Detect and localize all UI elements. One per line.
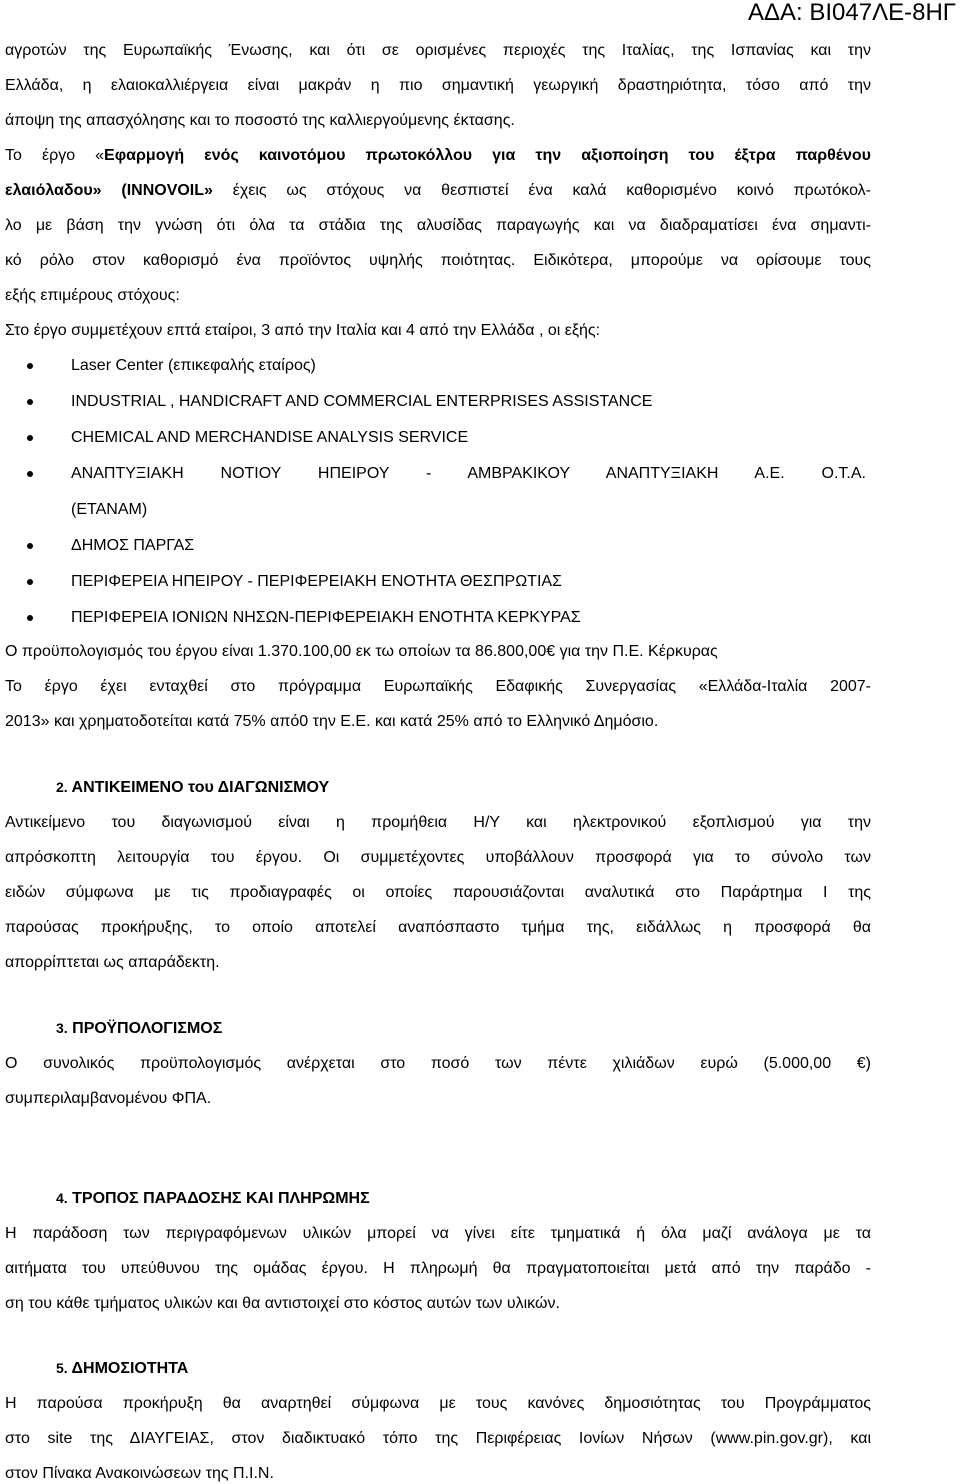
section-publicity bbox=[5, 1358, 871, 1484]
intro-paragraph bbox=[5, 41, 871, 131]
section-line: ειδών σύμφωνα με τις προδιαγραφές οι οποίες παρουσιάζονται αναλυτικά στο Παράρτημα Ι της bbox=[5, 884, 871, 901]
section-title: ΔΗΜΟΣΙΟΤΗΤΑ bbox=[71, 1360, 189, 1377]
partner-name: ΔΗΜΟΣ ΠΑΡΓΑΣ bbox=[71, 537, 195, 554]
project-line: λο με βάση την γνώση ότι όλα τα στάδια της αλυσίδας παραγωγής και να διαδραματίσει ένα σημαντι- bbox=[5, 217, 871, 234]
partner-name: ΠΕΡΙΦΕΡΕΙΑ ΗΠΕΙΡΟΥ - ΠΕΡΙΦΕΡΕΙΑΚΗ ΕΝΟΤΗΤΑ ΘΕΣΠΡΩΤΙΑΣ bbox=[71, 573, 562, 590]
bullet-icon bbox=[27, 435, 33, 441]
section-line: απρόσκοπτη λειτουργία του έργου. Οι συμμετέχοντες υποβάλλουν προσφορά για το σύνολο των bbox=[5, 849, 871, 866]
budget-line: 2013» και χρηματοδοτείται κατά 75% από0 την Ε.Ε. και κατά 25% από το Ελληνικό Δημόσιο. bbox=[5, 713, 659, 730]
budget-line: Το έργο έχει ενταχθεί στο πρόγραμμα Ευρωπαϊκής Εδαφικής Συνεργασίας «Ελλάδα-Ιταλία 2007- bbox=[5, 678, 871, 695]
section-heading bbox=[5, 777, 871, 798]
partner-name-cont: (ΕΤΑΝΑΜ) bbox=[71, 501, 148, 518]
section-delivery bbox=[5, 1188, 871, 1314]
section-line: αιτήματα του υπεύθυνου της ομάδας έργου. Η πληρωμή θα πραγματοποιείται μετά από την παράδο - bbox=[5, 1260, 871, 1277]
project-line bbox=[5, 146, 871, 166]
section-line: Η παράδοση των περιγραφόμενων υλικών μπορεί να γίνει είτε τμηματικά ή όλα μαζί ανάλογα με τα bbox=[5, 1225, 871, 1242]
section-number: 5. bbox=[56, 1360, 68, 1376]
bullet-icon bbox=[27, 615, 33, 621]
project-title: Εφαρμογή ενός καινοτόμου πρωτοκόλλου για την αξιοποίηση του έξτρα παρθένου bbox=[104, 147, 871, 164]
project-line bbox=[5, 181, 871, 201]
section-budget bbox=[5, 1018, 871, 1109]
intro-line: άποψη της απασχόλησης και το ποσοστό της καλλιεργούμενης έκτασης. bbox=[5, 112, 515, 129]
document-body bbox=[5, 38, 871, 1484]
project-goal-text: έχεις ως στόχους να θεσπιστεί ένα καλά καθορισμένο κοινό πρωτόκολ- bbox=[232, 182, 871, 199]
section-number: 3. bbox=[56, 1020, 68, 1036]
section-title: ΑΝΤΙΚΕΙΜΕΝΟ του ΔΙΑΓΩΝΙΣΜΟΥ bbox=[71, 779, 330, 796]
project-title-end: ελαιόλαδου» bbox=[5, 182, 102, 199]
partners-list bbox=[5, 356, 871, 628]
bullet-icon bbox=[27, 363, 33, 369]
project-line: κό ρόλο στον καθορισμό ένα προϊόντος υψηλής ποιότητας. Ειδικότερα, μπορούμε να ορίσουμε τους bbox=[5, 252, 871, 269]
bullet-icon bbox=[27, 543, 33, 549]
project-acronym: (INNOVOIL» bbox=[121, 182, 213, 199]
partners-intro: Στο έργο συμμετέχουν επτά εταίροι, 3 από την Ιταλία και 4 από την Ελλάδα , οι εξής: bbox=[5, 322, 601, 339]
section-title: ΤΡΟΠΟΣ ΠΑΡΑΔΟΣΗΣ ΚΑΙ ΠΛΗΡΩΜΗΣ bbox=[72, 1190, 370, 1207]
list-item bbox=[5, 464, 871, 520]
section-line: Αντικείμενο του διαγωνισμού είναι η προμήθεια Η/Υ και ηλεκτρονικού εξοπλισμού για την bbox=[5, 814, 871, 831]
bullet-icon bbox=[27, 579, 33, 585]
partner-name: ΑΝΑΠΤΥΞΙΑΚΗ ΝΟΤΙΟΥ ΗΠΕΙΡΟΥ - ΑΜΒΡΑΚΙΚΟΥ ΑΝΑΠΤΥΞΙΑΚΗ Α.Ε. Ο.Τ.Α. bbox=[71, 465, 866, 482]
list-item bbox=[5, 536, 871, 556]
bullet-icon bbox=[27, 471, 33, 477]
list-item bbox=[5, 608, 871, 628]
list-item bbox=[5, 572, 871, 592]
section-line: παρούσας προκήρυξης, το οποίο αποτελεί αναπόσπαστο τμήμα της, ειδάλλως η προσφορά θα bbox=[5, 919, 871, 936]
budget-paragraph bbox=[5, 642, 871, 732]
bullet-icon bbox=[27, 399, 33, 405]
ada-code: ΑΔΑ: ΒΙ047ΛΕ-8ΗΓ bbox=[747, 0, 956, 26]
section-line: συμπεριλαμβανομένου ΦΠΑ. bbox=[5, 1090, 212, 1107]
section-title: ΠΡΟΫΠΟΛΟΓΙΣΜΟΣ bbox=[72, 1020, 223, 1037]
project-prefix: Το έργο « bbox=[5, 147, 105, 164]
list-item bbox=[5, 428, 871, 448]
section-number: 2. bbox=[56, 779, 68, 795]
section-heading bbox=[5, 1188, 871, 1209]
section-line: Ο συνολικός προϋπολογισμός ανέρχεται στο ποσό των πέντε χιλιάδων ευρώ (5.000,00 €) bbox=[5, 1055, 871, 1072]
section-line: ση του κάθε τμήματος υλικών και θα αντιστοιχεί στο κόστος αυτών των υλικών. bbox=[5, 1295, 560, 1312]
project-line: εξής επιμέρους στόχους: bbox=[5, 287, 180, 304]
section-heading bbox=[5, 1358, 871, 1379]
partner-name: ΠΕΡΙΦΕΡΕΙΑ ΙΟΝΙΩΝ ΝΗΣΩΝ-ΠΕΡΙΦΕΡΕΙΑΚΗ ΕΝΟΤΗΤΑ ΚΕΡΚΥΡΑΣ bbox=[71, 609, 581, 626]
section-line: στον Πίνακα Ανακοινώσεων της Π.Ι.Ν. bbox=[5, 1465, 274, 1482]
section-line: απορρίπτεται ως απαράδεκτη. bbox=[5, 954, 220, 971]
partner-name: CHEMICAL AND MERCHANDISE ANALYSIS SERVICE bbox=[71, 429, 469, 446]
section-heading bbox=[5, 1018, 871, 1039]
budget-line: Ο προϋπολογισμός του έργου είναι 1.370.100,00 εκ τω οποίων τα 86.800,00€ για την Π.Ε. Κέρκυρας bbox=[5, 643, 718, 660]
section-line: Η παρούσα προκήρυξη θα αναρτηθεί σύμφωνα με τους κανόνες δημοσιότητας του Προγράμματος bbox=[5, 1395, 871, 1412]
partner-name: Laser Center (επικεφαλής εταίρος) bbox=[71, 357, 316, 374]
section-subject bbox=[5, 777, 871, 973]
partner-name: INDUSTRIAL , HANDICRAFT AND COMMERCIAL ENTERPRISES ASSISTANCE bbox=[71, 393, 653, 410]
project-paragraph bbox=[5, 146, 871, 341]
section-number: 4. bbox=[56, 1190, 68, 1206]
intro-line: Ελλάδα, η ελαιοκαλλιέργεια είναι μακράν η πιο σημαντική γεωργική δραστηριότητα, τόσο από την bbox=[5, 77, 871, 94]
section-line: στο site της ΔΙΑΥΓΕΙΑΣ, στον διαδικτυακό τόπο της Περιφέρειας Ιονίων Νήσων (www.pin.gov.gr), και bbox=[5, 1430, 871, 1447]
intro-line: αγροτών της Ευρωπαϊκής Ένωσης, και ότι σε ορισμένες περιοχές της Ιταλίας, της Ισπανίας και την bbox=[5, 42, 871, 59]
list-item bbox=[5, 356, 871, 376]
list-item bbox=[5, 392, 871, 412]
